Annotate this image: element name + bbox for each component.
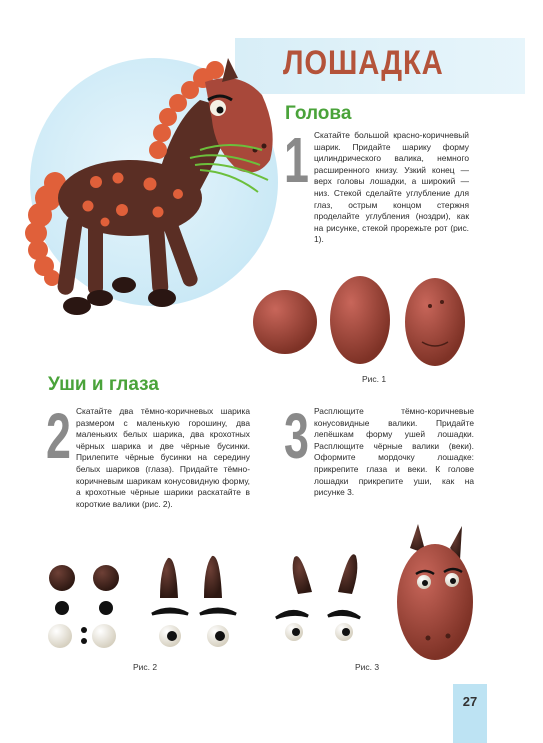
- brown-ball: [49, 565, 75, 591]
- figure-2: [40, 548, 250, 658]
- white-ball: [92, 624, 116, 648]
- step-2-text: Скатайте два тёмно-коричневых шарика размером с маленькую горошину, два маленьких белых шарика, два крохотных чёрных шарика и две чёрные бусинки. Прилепите чёрные бусинки на середину белых шариков (глаза). Придайте тёмно-коричневым шарикам конусовидную форму, а крохотные чёрные шарики раскатайте в короткие валики (рис. 2).: [76, 406, 250, 509]
- clay-ball: [253, 290, 317, 354]
- ear-cone: [160, 558, 178, 598]
- clay-cylinder: [330, 276, 390, 364]
- horse-tail: [25, 172, 66, 286]
- horse-pupil: [217, 107, 224, 114]
- step-3-text: Расплющите тёмно-коричневые конусовидные валики. Придайте лепёшкам форму ушей лошадки. Расплющите чёрные валики (веки). Оформите мордочку лошадке: прикрепите глаза и веки. К голове лошадки прикрепите уши, как на рисунке 3.: [314, 406, 474, 498]
- step-1-text: Скатайте большой красно-коричневый шарик. Придайте шарику форму цилиндрического валика, немного расширенного книзу. Узкий конец — верх головы лошадки, а широкий — низ. Стекой сделайте углубление для глаз, острым концом стержня проделайте углубления (ноздри), как на рисунке, стекой прорежьте рот (рис. 1).: [314, 130, 469, 245]
- figure-3-caption: Рис. 3: [355, 662, 380, 672]
- ear-cone: [204, 556, 222, 598]
- eyelid-roll: [152, 609, 188, 614]
- page-number: 27: [462, 694, 478, 709]
- figure-1: [250, 270, 480, 370]
- figure-2-caption: Рис. 2: [133, 662, 158, 672]
- section-heading-head: Голова: [285, 103, 352, 124]
- figure-1-caption: Рис. 1: [362, 374, 387, 384]
- page-title: ЛОШАДКА: [283, 44, 444, 82]
- white-ball: [48, 624, 72, 648]
- step-number-2: 2: [46, 400, 71, 472]
- black-ball: [55, 601, 69, 615]
- page-number-tab: [453, 684, 487, 743]
- flat-eyelid: [328, 611, 360, 618]
- black-ball: [99, 601, 113, 615]
- step-number-3: 3: [284, 400, 309, 472]
- eyelid-roll: [200, 609, 236, 614]
- step-number-1: 1: [284, 124, 309, 196]
- flat-ear: [338, 554, 357, 594]
- assembled-head: [397, 544, 473, 660]
- horse-ear: [222, 58, 238, 82]
- flat-eyelid: [276, 611, 308, 618]
- brown-ball: [93, 565, 119, 591]
- figure-3: [272, 520, 472, 660]
- clay-head-shaped: [405, 278, 465, 366]
- section-heading-ears-eyes: Уши и глаза: [48, 374, 159, 395]
- flat-ear: [293, 556, 312, 594]
